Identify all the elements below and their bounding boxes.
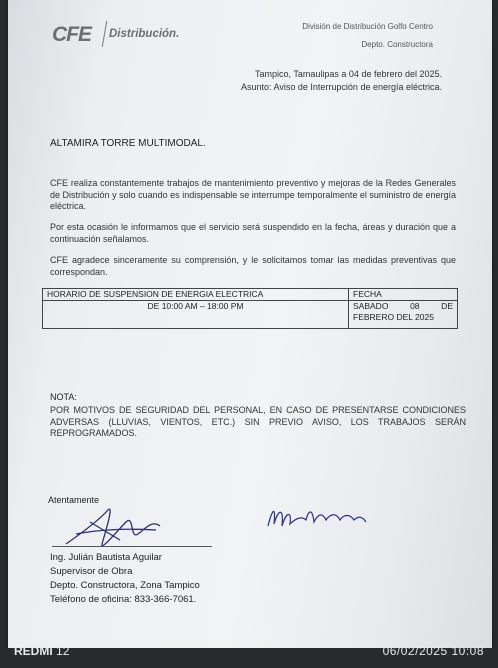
schedule-table: [42, 288, 458, 329]
schedule-date: SABADO 08 DE FEBRERO DEL 2025: [349, 301, 458, 329]
paragraph-3: CFE agradece sinceramente su comprensión, y le solicitamos tomar las medidas preventivas que correspondan.: [50, 255, 456, 277]
schedule-header-left: HORARIO DE SUSPENSION DE ENERGIA ELECTRICA: [43, 289, 349, 301]
brand-model: 12: [56, 644, 70, 658]
signer-dept: Depto. Constructora, Zona Tampico: [50, 580, 200, 591]
schedule-header-right: FECHA: [349, 289, 458, 301]
letter-date: Tampico, Tamaulipas a 04 de febrero del 2025.: [255, 69, 442, 79]
department-name: Depto. Constructora: [361, 40, 433, 49]
signer-name: Ing. Julián Bautista Aguilar: [50, 552, 162, 563]
letter-subject: Asunto: Aviso de Interrupción de energía eléctrica.: [241, 82, 442, 92]
signer-phone: Teléfono de oficina: 833-366-7061.: [50, 594, 197, 605]
signer-block: [50, 551, 200, 607]
addressee: ALTAMIRA TORRE MULTIMODAL.: [50, 138, 206, 149]
closing-salutation: Atentamente: [48, 495, 100, 505]
document-page: [8, 0, 492, 648]
distribucion-logo-text: Distribución.: [109, 28, 180, 40]
division-name: División de Distribución Golfo Centro: [302, 22, 433, 31]
signer-role: Supervisor de Obra: [50, 566, 133, 577]
cfe-logo: CFE: [52, 23, 91, 46]
logo-divider: [102, 21, 108, 47]
photo-timestamp: 06/02/2025 10:08: [382, 644, 484, 658]
schedule-time: DE 10:00 AM – 18:00 PM: [43, 301, 349, 329]
brand-name: REDMI: [14, 644, 53, 658]
signature-scribble-2: [262, 500, 372, 540]
camera-brand-watermark: [14, 644, 69, 658]
paragraph-1: CFE realiza constantemente trabajos de mantenimiento preventivo y mejoras de la Redes Generales de Distribución y solo cuando es indispensable se interrumpe temporalmente el suministro de energía eléctrica.: [50, 178, 456, 211]
nota-label: NOTA:: [50, 392, 77, 402]
paragraph-2: Por esta ocasión le informamos que el servicio será suspendido en la fecha, áreas y duración que a continuación señalamos.: [50, 222, 456, 244]
nota-text: POR MOTIVOS DE SEGURIDAD DEL PERSONAL, EN CASO DE PRESENTARSE CONDICIONES ADVERSAS (LLUVIAS, VIENTOS, ETC.) SIN PREVIO AVISO, LOS TRABAJOS SERÁN REPROGRAMADOS.: [50, 405, 466, 438]
signature-line: [52, 546, 212, 547]
